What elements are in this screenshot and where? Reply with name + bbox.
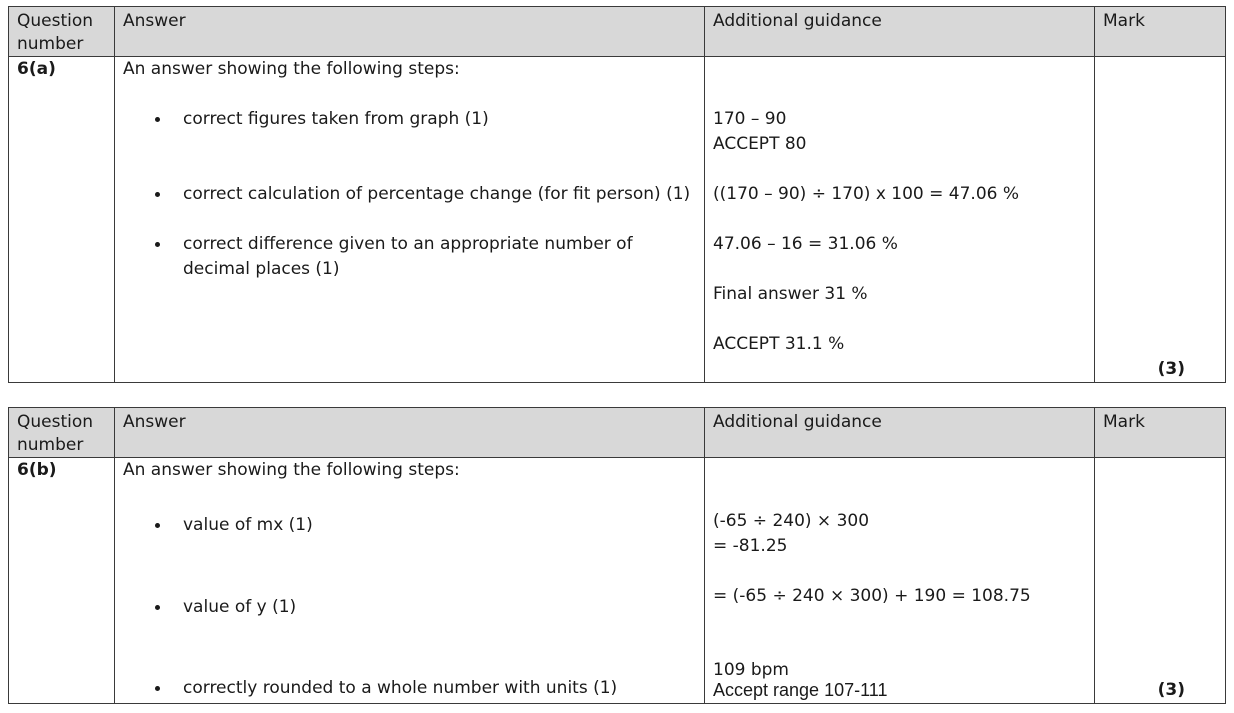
header-additional-guidance: Additional guidance xyxy=(705,408,1095,458)
guidance-line: = (-65 ÷ 240 × 300) + 190 = 108.75 xyxy=(713,586,1031,606)
guidance-line: Accept range 107-111 xyxy=(713,680,888,700)
bullet-icon xyxy=(155,605,160,610)
guidance-line: = -81.25 xyxy=(713,536,788,556)
guidance-line: ((170 – 90) ÷ 170) x 100 = 47.06 % xyxy=(713,184,1020,204)
header-answer: Answer xyxy=(115,7,705,57)
answer-intro: An answer showing the following steps: xyxy=(123,460,460,480)
header-answer: Answer xyxy=(115,408,705,458)
answer-cell xyxy=(115,458,705,704)
header-question-number: Question number xyxy=(9,408,115,458)
bullet-icon xyxy=(155,686,160,691)
bullet-icon xyxy=(155,117,160,122)
question-number: 6(b) xyxy=(17,460,57,480)
mark-cell xyxy=(1095,458,1226,704)
answer-cell xyxy=(115,57,705,383)
answer-step: value of y (1) xyxy=(183,597,297,617)
header-question-number: Question number xyxy=(9,7,115,57)
question-number-cell xyxy=(9,57,115,383)
guidance-line: ACCEPT 31.1 % xyxy=(713,334,845,354)
mark-cell xyxy=(1095,57,1226,383)
answer-row xyxy=(9,57,1226,383)
answer-step: correct figures taken from graph (1) xyxy=(183,109,489,129)
mark-scheme-table-6a xyxy=(8,6,1226,383)
answer-intro: An answer showing the following steps: xyxy=(123,59,460,79)
answer-step-continuation: decimal places (1) xyxy=(183,259,340,279)
guidance-line: 170 – 90 xyxy=(713,109,787,129)
header-row xyxy=(9,7,1226,57)
bullet-icon xyxy=(155,242,160,247)
guidance-line: (-65 ÷ 240) × 300 xyxy=(713,511,870,531)
answer-step: correctly rounded to a whole number with units (1) xyxy=(183,678,618,698)
answer-row xyxy=(9,458,1226,704)
question-number-cell xyxy=(9,458,115,704)
guidance-cell xyxy=(705,57,1095,383)
guidance-line: 109 bpm xyxy=(713,660,789,680)
header-mark: Mark xyxy=(1095,7,1226,57)
header-row xyxy=(9,408,1226,458)
mark-scheme-table-6b xyxy=(8,407,1226,704)
bullet-icon xyxy=(155,192,160,197)
answer-step: correct difference given to an appropriate number of xyxy=(183,234,633,254)
guidance-line: ACCEPT 80 xyxy=(713,134,807,154)
question-number: 6(a) xyxy=(17,59,56,79)
bullet-icon xyxy=(155,523,160,528)
answer-step: value of mx (1) xyxy=(183,515,313,535)
header-mark: Mark xyxy=(1095,408,1226,458)
mark-total: (3) xyxy=(1157,680,1185,700)
answer-step: correct calculation of percentage change (for fit person) (1) xyxy=(183,184,691,204)
guidance-line: Final answer 31 % xyxy=(713,284,868,304)
guidance-cell xyxy=(705,458,1095,704)
mark-total: (3) xyxy=(1157,359,1185,379)
guidance-line: 47.06 – 16 = 31.06 % xyxy=(713,234,898,254)
header-additional-guidance: Additional guidance xyxy=(705,7,1095,57)
